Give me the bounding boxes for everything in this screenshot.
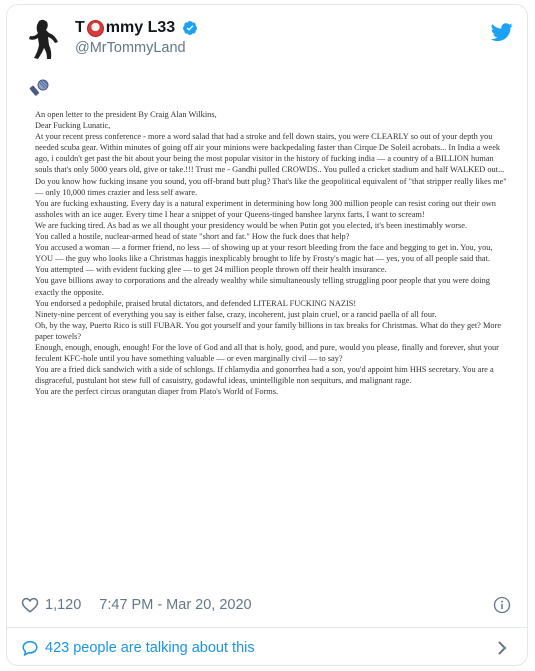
drum-icon <box>87 20 104 37</box>
display-name-start: T <box>75 19 85 36</box>
letter-paragraph: You are fucking exhausting. Every day is a natural experiment in determining how long 300 million people can resist coring out their own assholes with an ice auger. Every time I hear a snippet of your Queens-tinged banshee larynx farts, I want to scream! <box>35 198 496 219</box>
letter-image <box>35 109 507 579</box>
letter-paragraph: You endorsed a pedophile, praised brutal dictators, and defended LITERAL FUCKING NAZIS! <box>35 298 357 308</box>
letter-paragraph: Oh, by the way, Puerto Rico is still FUBAR. You got yourself and your family billions in tax breaks for Christmas. What do they get? More paper towels? <box>35 320 502 341</box>
microphone-emoji-icon <box>29 77 51 99</box>
letter-paragraph: You are the perfect circus orangutan diaper from Plato's World of Forms. <box>35 387 279 397</box>
letter-greeting: Dear Fucking Lunatic, <box>35 121 111 131</box>
display-name[interactable] <box>75 19 198 37</box>
timestamp[interactable]: 7:47 PM - Mar 20, 2020 <box>99 597 252 613</box>
verified-badge-icon <box>182 20 198 36</box>
letter-paragraph: You accused a woman — a former friend, no less — of showing up at your resort bleeding from the face and begging to get in. You, you, YOU — the guy who looks like a Christmas haggis inexplicably brought to life by Frosty's magic hat — yes, you of all people said that. <box>35 243 493 264</box>
like-count[interactable]: 1,120 <box>45 597 82 613</box>
tweet-header <box>21 13 513 65</box>
heart-icon[interactable] <box>21 596 39 614</box>
divider <box>7 627 527 628</box>
tweet-meta <box>21 592 513 618</box>
twitter-bird-icon[interactable] <box>491 21 513 43</box>
letter-paragraph: You gave billions away to corporations and the already wealthy while simultaneously telling struggling poor people that you were doing exactly the opposite. <box>35 276 490 297</box>
letter-paragraph: You called a hostile, nuclear-armed head of state "short and fat." How the fuck does that help? <box>35 232 350 242</box>
letter-paragraph: We are fucking tired. As bad as we all thought your presidency would be when Putin got you elected, it's been inestimably worse. <box>35 220 468 230</box>
display-name-end: mmy L33 <box>105 19 176 36</box>
conversation-text: 423 people are talking about this <box>45 640 255 656</box>
conversation-link[interactable] <box>21 635 513 661</box>
info-icon[interactable] <box>493 596 511 614</box>
speech-bubble-icon <box>21 639 39 657</box>
letter-paragraph: Ninety-nine percent of everything you say is either false, crazy, incoherent, just plain cruel, or a rancid paella of all four. <box>35 309 437 319</box>
avatar-silhouette-icon <box>21 15 65 59</box>
letter-paragraph: Do you know how fucking insane you sound, you off-brand butt plug? That's like the geopolitical equivalent of "that stripper really likes me" — only 10,000 times crazier and less self aware. <box>35 176 507 197</box>
author-names <box>75 19 198 56</box>
handle[interactable]: @MrTommyLand <box>75 40 186 56</box>
tweet-card <box>6 4 528 666</box>
chevron-right-icon <box>495 640 509 656</box>
letter-paragraph: You are a fried dick sandwich with a side of schlongs. If chlamydia and gonorrhea had a son, you'd appoint him HHS secretary. You are a disgraceful, pustulant hot stew full of casuistry, godawful ideas, unintelligible non sequiturs, and malignant rage. <box>35 365 494 386</box>
letter-paragraph: You attempted — with evident fucking glee — to get 24 million people thrown off their health insurance. <box>35 265 387 275</box>
letter-title: An open letter to the president By Craig Alan Wilkins, <box>35 110 217 119</box>
letter-paragraph: At your recent press conference - more a word salad that had a stroke and fell down stairs, you were CLEARLY so out of your depth you needed scuba gear. Within minutes of going off air your minions were backpedaling faster than Cirque De Soleil acrobats... In India a week ago, i couldn't get past the bit about your being the most popular visitor in the history of fucking india — a country of a BILLION human souls that's only 5000 years old, give or take.!!! Trust me - Gandhi pulled CROWDS.. You pulled a cricket stadium and half WALKED out... <box>35 132 505 175</box>
letter-paragraph: Enough, enough, enough, enough! For the love of God and all that is holy, good, and pure, would you please, finally and forever, shut your feculent KFC-hole until you have something valuable — or even marginally civil — to say? <box>35 342 499 364</box>
avatar[interactable] <box>21 15 65 59</box>
